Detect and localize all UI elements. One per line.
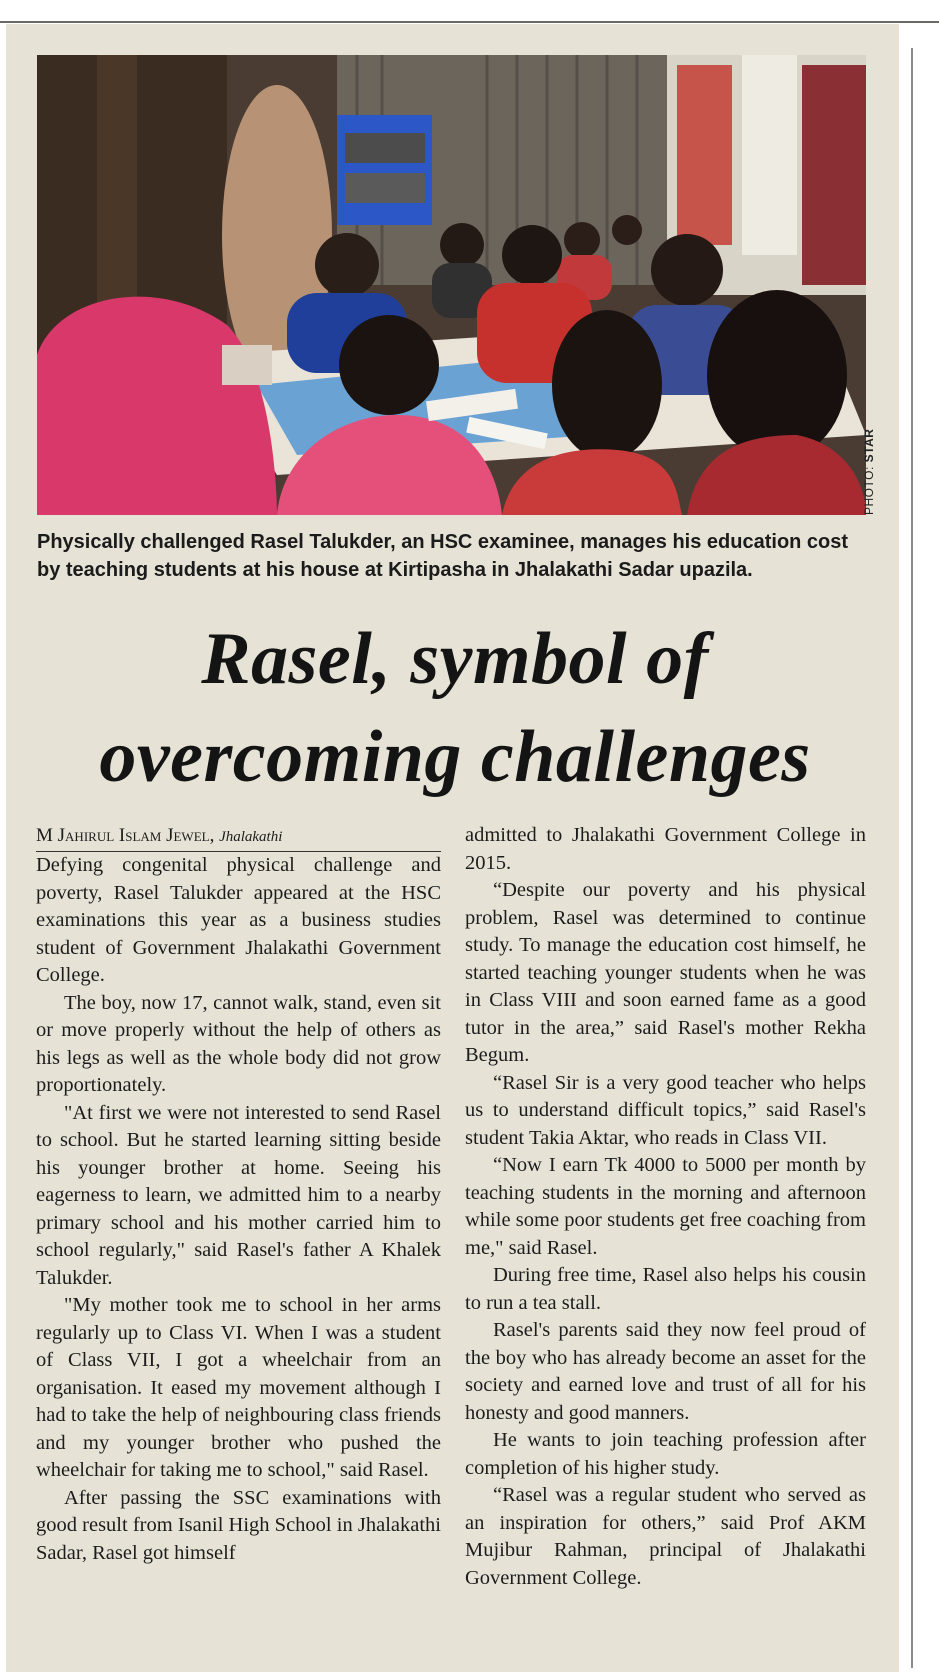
paragraph: admitted to Jhalakathi Government College in 2015. — [465, 824, 866, 874]
byline — [36, 822, 441, 852]
paragraph: He wants to join teaching profession after completion of his higher study. — [465, 1429, 866, 1479]
photo-credit-prefix: PHOTO: — [862, 462, 876, 515]
headline — [30, 610, 880, 806]
paragraph: “Now I earn Tk 4000 to 5000 per month by teaching students in the morning and afternoon while some poor students get free coaching from me," said Rasel. — [465, 1154, 866, 1259]
photo-credit — [862, 429, 876, 515]
paragraph: During free time, Rasel also helps his cousin to run a tea stall. — [465, 1264, 866, 1314]
paragraph: “Rasel Sir is a very good teacher who helps us to understand difficult topics,” said Rasel's student Takia Aktar, who reads in Class VII. — [465, 1071, 866, 1149]
paragraph: "My mother took me to school in her arms regularly up to Class VI. When I was a student of Class VII, I got a wheelchair from an organisation. It eased my movement although I had to take the help of neighbouring class friends and my younger brother who pushed the wheelchair for taking me to school," said Rasel. — [36, 1294, 441, 1481]
byline-location: Jhalakathi — [219, 829, 283, 845]
article-column-right — [465, 822, 866, 1592]
photo-caption: Physically challenged Rasel Talukder, an HSC examinee, manages his education cost by teaching students at his house at Kirtipasha in Jhalakathi Sadar upazila. — [37, 531, 849, 581]
paragraph: Defying congenital physical challenge and poverty, Rasel Talukder appeared at the HSC examinations this year as a business studies student of Government Jhalakathi Government College. — [36, 854, 441, 986]
paragraph: "At first we were not interested to send Rasel to school. But he started learning sitting beside his younger brother at home. Seeing his eagerness to learn, we admitted him to a nearby primary school and his mother carried him to school regularly," said Rasel's father A Khalek Talukder. — [36, 1101, 441, 1289]
column-rule — [911, 48, 913, 1668]
photo-credit-source: STAR — [862, 428, 876, 463]
article-column-left — [36, 822, 441, 1567]
byline-author: M Jahirul Islam Jewel, — [36, 825, 220, 846]
paragraph: “Despite our poverty and his physical problem, Rasel was determined to continue study. To manage the education cost himself, he started teaching younger students when he was in Class VIII and soon earned fame as a good tutor in the area,” said Rasel's mother Rekha Begum. — [465, 879, 866, 1066]
headline-line-2: overcoming challenges — [99, 716, 811, 798]
top-rule — [0, 21, 939, 23]
paragraph: After passing the SSC examinations with good result from Isanil High School in Jhalakathi Sadar, Rasel got himself — [36, 1486, 441, 1564]
paragraph: The boy, now 17, cannot walk, stand, even sit or move properly without the help of others as his legs as well as the whole body did not grow proportionately. — [36, 991, 441, 1096]
headline-line-1: Rasel, symbol of — [201, 618, 709, 700]
paragraph: “Rasel was a regular student who served as an inspiration for others,” said Prof AKM Mujibur Rahman, principal of Jhalakathi Government College. — [465, 1484, 866, 1589]
article-photo — [37, 55, 866, 515]
paragraph: Rasel's parents said they now feel proud of the boy who has already become an asset for the society and earned love and trust of all for his honesty and good manners. — [465, 1319, 866, 1424]
